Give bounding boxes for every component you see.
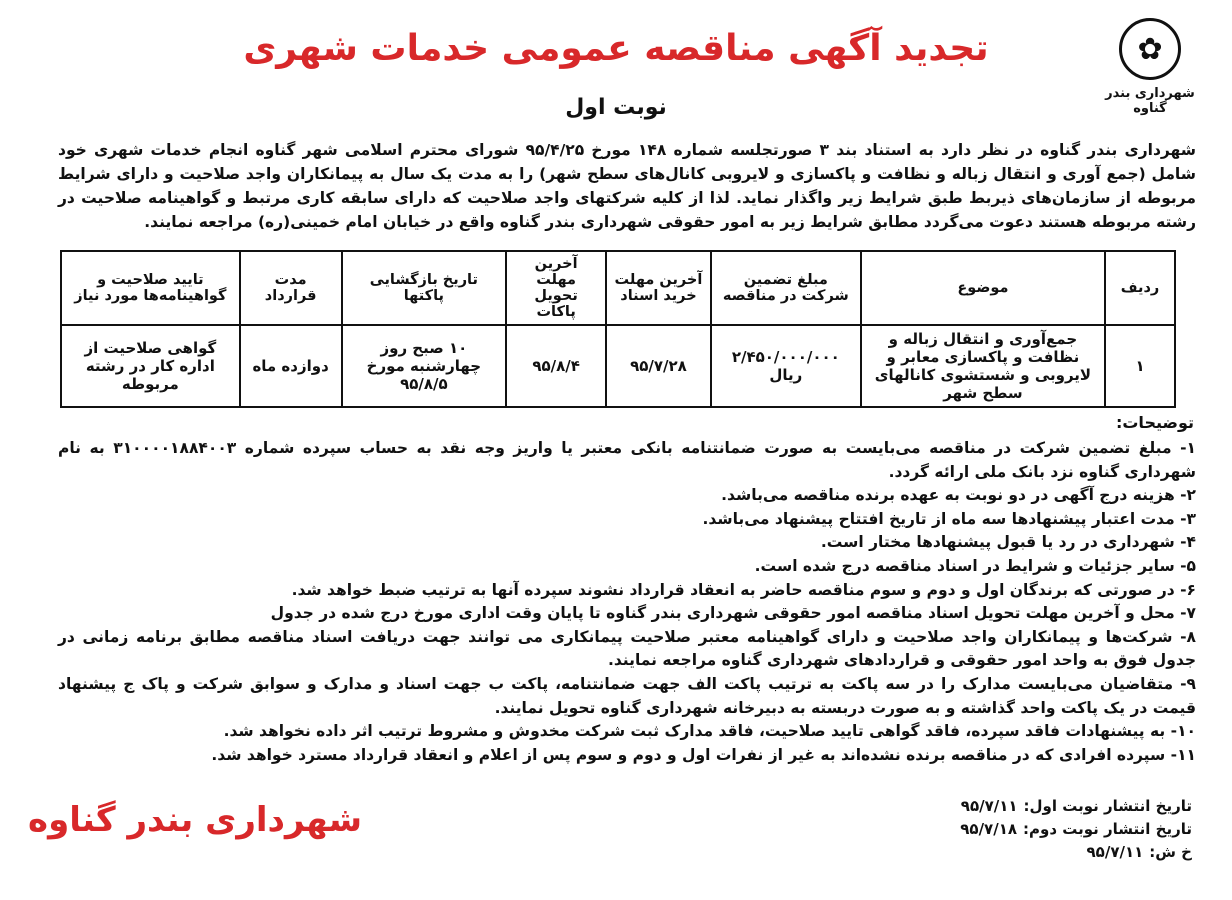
intro-paragraph: شهرداری بندر گناوه در نظر دارد به استناد بند ۳ صورتجلسه شماره ۱۴۸ مورخ ۹۵/۴/۲۵ شورای محترم اسلامی شهر گناوه انجام خدمات شهری خود شامل (جمع آوری و انتقال زباله و نظافت و پاکسازی و لایروبی کانال‌های سطح شهر) را به مدت یک سال به پیمانکاران واجد صلاحیت و دارای شرایط مربوطه از سازمان‌های ذیربط طبق شرایط زیر واگذار نماید. لذا از کلیه شرکتهای واجد صلاحیت که دارای سابقه کاری مرتبط و گواهینامه صلاحیت در رشته مربوطه هستند دعوت می‌گردد مطابق شرایط زیر به امور حقوقی شهرداری بندر گناوه واقع در خیابان امام خمینی(ره) مراجعه نمایند. [58,141,1197,231]
issuer-signature: شهرداری بندر گناوه [28,800,363,840]
note-item: ۲- هزینه درج آگهی در دو نوبت به عهده برنده مناقصه می‌باشد. [721,486,1196,505]
note-item: ۴- شهرداری در رد یا قبول پیشنهادها مختار است. [820,533,1196,552]
publication-label: تاریخ انتشار نوبت دوم: [1023,820,1192,838]
publication-date: ۹۵/۷/۱۱ [1086,843,1144,861]
publication-date: ۹۵/۷/۱۱ [960,797,1018,815]
emblem-icon: ✿ [1119,18,1181,80]
cell-row: ۱ [1105,325,1175,407]
cell-duration: دوازده ماه [240,325,342,407]
note-item: ۱۱- سپرده افرادی که در مناقصه برنده نشده‌اند به غیر از نفرات اول و دوم و سوم پس از اعلام و انعقاد قرارداد مسترد خواهد شد. [211,745,1196,764]
notes-title: توضیحات: [1115,413,1194,432]
col-header-subject: موضوع [861,251,1105,325]
note-item: ۹- متقاضیان می‌بایست مدارک را در سه پاکت به ترتیب پاکت الف جهت ضمانتنامه، پاکت ب جهت اسناد و مدارک و سوابق شرکت و پاک ج پیشنهاد قیمت در یک پاکت واحد گذاشته و به صورت دربسته به دبیرخانه شهرداری گناوه تحویل نمایند. [58,674,1196,717]
table-row [61,325,1175,407]
publication-code [954,841,1192,864]
note-item: ۳- مدت اعتبار پیشنهادها سه ماه از تاریخ افتتاح پیشنهاد می‌باشد. [702,509,1196,528]
note-item: ۱۰- به پیشنهادات فاقد سپرده، فاقد گواهی تایید صلاحیت، فاقد مدارک ثبت شرکت مخدوش و مشروط ترتیب اثر داده نخواهد شد. [223,722,1196,741]
col-header-purchase-deadline: آخرین مهلت خرید اسناد [606,251,711,325]
cell-delivery-deadline: ۹۵/۸/۴ [506,325,606,407]
col-header-guarantee: مبلغ تضمین شرکت در مناقصه [711,251,861,325]
cell-guarantee: ۲/۴۵۰/۰۰۰/۰۰۰ ریال [711,325,861,407]
col-header-row: ردیف [1105,251,1175,325]
notice-title: تجدید آگهی مناقصه عمومی خدمات شهری [243,28,989,69]
cell-qualification: گواهی صلاحیت از اداره کار در رشته مربوطه [61,325,240,407]
publication-label: خ ش: [1149,843,1192,861]
publication-dates [954,795,1192,864]
note-item: ۱- مبلغ تضمین شرکت در مناقصه می‌بایست به صورت ضمانتنامه بانکی معتبر یا واریز وجه نقد به حساب سپرده شماره ۳۱۰۰۰۰۱۸۸۴۰۰۳ به نام شهرداری گناوه نزد بانک ملی ارائه گردد. [58,439,1196,481]
cell-subject: جمع‌آوری و انتقال زباله و نظافت و پاکسازی معابر و لایروبی و شستشوی کانالهای سطح شهر [861,325,1105,407]
col-header-qualification: تایید صلاحیت و گواهینامه‌ها مورد نیاز [61,251,240,325]
col-header-duration: مدت قرارداد [240,251,342,325]
note-item: ۸- شرکت‌ها و پیمانکاران واجد صلاحیت و دارای گواهینامه معتبر صلاحیت پیمانکاری می توانند جهت دریافت اسناد مناقصه مطابق برنامه زمانی در جدول فوق به واحد امور حقوقی و قراردادهای شهرداری گناوه مراجعه نمایند. [58,627,1196,670]
notice-round: نوبت اول [565,95,667,120]
cell-purchase-deadline: ۹۵/۷/۲۸ [606,325,711,407]
publication-second [954,818,1192,841]
logo-text: شهرداری بندر گناوه [1105,86,1195,116]
note-item: ۶- در صورتی که برندگان اول و دوم و سوم مناقصه حاضر به انعقاد قرارداد نشوند سپرده آنها به ترتیب ضبط خواهد شد. [291,580,1196,599]
note-item: ۷- محل و آخرین مهلت تحویل اسناد مناقصه امور حقوقی شهرداری بندر گناوه تا پایان وقت اداری مورخ درج شده در جدول [270,604,1196,623]
tender-table [60,250,1176,408]
col-header-delivery-deadline: آخرین مهلت تحویل پاکات [506,251,606,325]
cell-opening-date: ۱۰ صبح روز چهارشنبه مورخ ۹۵/۸/۵ [342,325,507,407]
notes-list [58,437,1196,767]
publication-label: تاریخ انتشار نوبت اول: [1023,797,1192,815]
publication-first [954,795,1192,818]
note-item: ۵- سایر جزئیات و شرایط در اسناد مناقصه درج شده است. [754,556,1196,575]
publication-date: ۹۵/۷/۱۸ [960,820,1017,838]
col-header-opening-date: تاریخ بازگشایی پاکتها [342,251,507,325]
table-header-row [61,251,1175,325]
